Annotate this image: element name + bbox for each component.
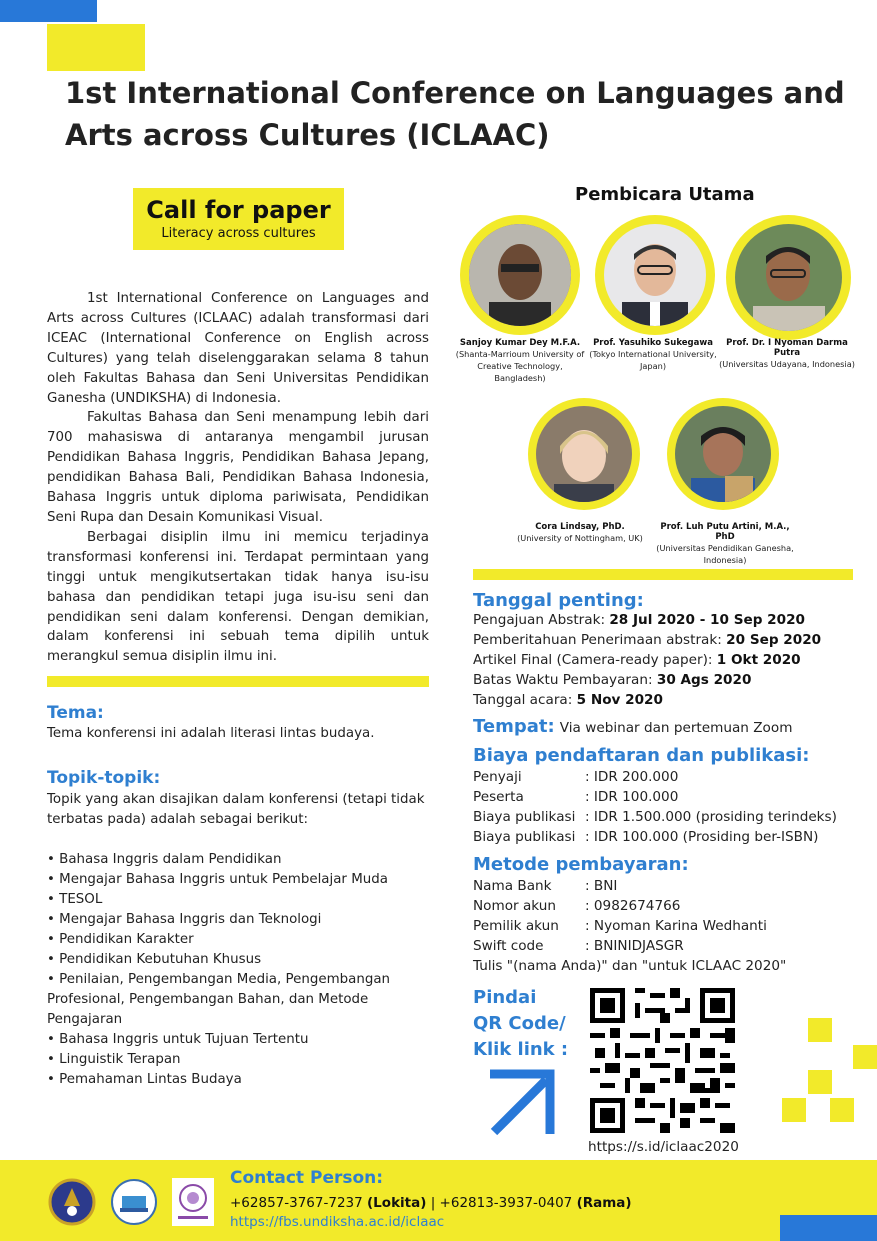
topik-item: • Penilaian, Pengembangan Media, Pengembangan Profesional, Pengembangan Bahan, dan Metode Pengajaran [47,972,391,1027]
topik-heading: Topik-topik: [47,768,161,788]
corner-yellow-block [47,24,145,71]
contact-separator: | [426,1195,440,1211]
tempat-text: Via webinar dan pertemuan Zoom [559,720,793,736]
topik-item: • Bahasa Inggris dalam Pendidikan [47,852,282,867]
speaker-name: Prof. Yasuhiko Sukegawa [593,338,713,348]
call-for-paper-heading: Call for paper [146,196,331,224]
biaya-row: Biaya publikasi : IDR 1.500.000 (prosiding terindeks) [473,809,837,825]
intro-paragraph: 1st International Conference on Languages and Arts across Cultures (ICLAAC) adalah transformasi dari ICEAC (International Conference on English across Cultures) yang telah diselenggarakan selama 8 tahun oleh Fakultas Bahasa dan Seni Universitas Pendidikan Ganesha (UNDIKSHA) di Indonesia. [47,291,429,406]
intro-paragraph: Fakultas Bahasa dan Seni menampung lebih dari 700 mahasiswa di antaranya mengambil jurusan Pendidikan Bahasa Inggris, Pendidikan Bahasa Jepang, pendidikan Bahasa Bali, Pendidikan Bahasa Indonesia, Bahasa Inggris untuk diploma pariwisata, Pendidikan Seni Rupa dan Desain Komunikasi Visual. [47,410,429,525]
topik-list [47,850,437,1090]
footer-blue-block [780,1215,877,1241]
speaker-name: Cora Lindsay, PhD. [535,522,625,532]
speaker-card [717,338,857,370]
topik-item: • Bahasa Inggris untuk Tujuan Tertentu [47,1032,309,1047]
tanggal-list [473,610,853,710]
person-avatar-icon [536,406,632,502]
topik-intro: Topik yang akan disajikan dalam konferensi (tetapi tidak terbatas pada) adalah sebagai berikut: [47,792,425,827]
biaya-row: Penyaji : IDR 200.000 [473,769,679,785]
contact-url[interactable]: https://fbs.undiksha.ac.id/iclaac [230,1214,445,1230]
biaya-heading: Biaya pendaftaran dan publikasi: [473,745,810,766]
speaker-photo [726,215,851,340]
speaker-affiliation: (University of Nottingham, UK) [517,533,643,543]
contact-heading: Contact Person: [230,1168,384,1188]
contact-phones [230,1195,632,1211]
corner-blue-block [0,0,97,22]
tanggal-heading: Tanggal penting: [473,590,644,611]
metode-row: Nama Bank : BNI [473,878,618,894]
contact-name: (Rama) [576,1195,632,1211]
tanggal-row: Pengajuan Abstrak: 28 Jul 2020 - 10 Sep 2020 [473,612,806,628]
contact-phone[interactable]: +62813-3937-0407 [439,1195,573,1211]
tanggal-row: Batas Waktu Pembayaran: 30 Ags 2020 [473,672,752,688]
topik-item: • TESOL [47,892,103,907]
person-avatar-icon [675,406,771,502]
deco-square [830,1098,854,1122]
organization-logo-icon [172,1178,214,1226]
footer-logos [48,1178,214,1226]
biaya-row: Biaya publikasi : IDR 100.000 (Prosiding ber-ISBN) [473,829,819,845]
speaker-photo [528,398,640,510]
call-for-paper-box [133,188,344,250]
qr-link[interactable]: https://s.id/iclaac2020 [588,1139,739,1155]
metode-row: Nomor akun : 0982674766 [473,898,681,914]
speakers-heading: Pembicara Utama [575,184,755,205]
topik-item: • Linguistik Terapan [47,1052,181,1067]
topik-item: • Mengajar Bahasa Inggris dan Teknologi [47,912,322,927]
tanggal-row: Pemberitahuan Penerimaan abstrak: 20 Sep 2020 [473,632,822,648]
person-avatar-icon [604,224,706,326]
topik-item: • Pendidikan Karakter [47,932,194,947]
speaker-photo [460,215,580,335]
intro-text [47,289,429,667]
tanggal-row: Artikel Final (Camera-ready paper): 1 Okt 2020 [473,652,801,668]
metode-heading: Metode pembayaran: [473,854,689,875]
metode-row: Pemilik akun : Nyoman Karina Wedhanti [473,918,767,934]
metode-list [473,876,863,976]
metode-note: Tulis "(nama Anda)" dan "untuk ICLAAC 2020" [473,958,787,974]
speaker-card [455,338,585,384]
contact-name: (Lokita) [367,1195,427,1211]
deco-square [808,1070,832,1094]
speaker-affiliation: (Universitas Pendidikan Ganesha, Indonesia) [656,543,794,565]
speaker-card [655,522,795,566]
topik-item: • Pendidikan Kebutuhan Khusus [47,952,262,967]
divider-bar [47,676,429,687]
call-for-paper-subtitle: Literacy across cultures [161,226,316,241]
speaker-affiliation: (Shanta-Marrioum University of Creative Technology, Bangladesh) [455,349,585,383]
divider-bar [473,569,853,580]
tema-text: Tema konferensi ini adalah literasi lintas budaya. [47,726,375,741]
speaker-affiliation: (Universitas Udayana, Indonesia) [719,359,855,369]
contact-phone[interactable]: +62857-3767-7237 [230,1195,363,1211]
speaker-photo [667,398,779,510]
qr-code[interactable] [590,988,735,1133]
faculty-logo-icon [110,1178,158,1226]
speaker-name: Prof. Dr. I Nyoman Darma Putra [726,338,848,358]
speaker-affiliation: (Tokyo International University, Japan) [589,349,717,371]
deco-square [853,1045,877,1069]
intro-paragraph: Berbagai disiplin ilmu ini memicu terjadinya transformasi konferensi ini. Terdapat permintaan yang tinggi untuk mengikutsertakan tidak hanya isu-isu bahasa dan pendidikan tetapi juga isu-isu seni dan pendidikan seni dalam konferensi. Dengan demikian, dalam konferensi ini sebuah tema dipilih untuk merangkul semua disiplin ilmu ini. [47,529,429,665]
topik-item: • Mengajar Bahasa Inggris untuk Pembelajar Muda [47,872,388,887]
person-avatar-icon [469,224,571,326]
university-logo-icon [48,1178,96,1226]
arrow-up-right-icon [486,1066,558,1138]
topik-item: • Pemahaman Lintas Budaya [47,1072,242,1087]
person-avatar-icon [735,224,842,331]
speaker-photo [595,215,715,335]
deco-square [782,1098,806,1122]
speaker-name: Prof. Luh Putu Artini, M.A., PhD [660,522,790,542]
page-title: 1st International Conference on Languages and Arts across Cultures (ICLAAC) [65,76,845,152]
deco-square [808,1018,832,1042]
metode-row: Swift code : BNINIDJASGR [473,938,684,954]
speaker-name: Sanjoy Kumar Dey M.F.A. [459,338,581,348]
tempat-line [473,716,792,738]
tempat-heading: Tempat: [473,716,555,737]
speaker-card [505,522,655,544]
speaker-card [586,338,720,372]
biaya-list [473,767,853,847]
tanggal-row: Tanggal acara: 5 Nov 2020 [473,692,663,708]
scan-prompt: Pindai QR Code/ Klik link : [473,987,569,1060]
tema-heading: Tema: [47,703,104,723]
biaya-row: Peserta : IDR 100.000 [473,789,679,805]
